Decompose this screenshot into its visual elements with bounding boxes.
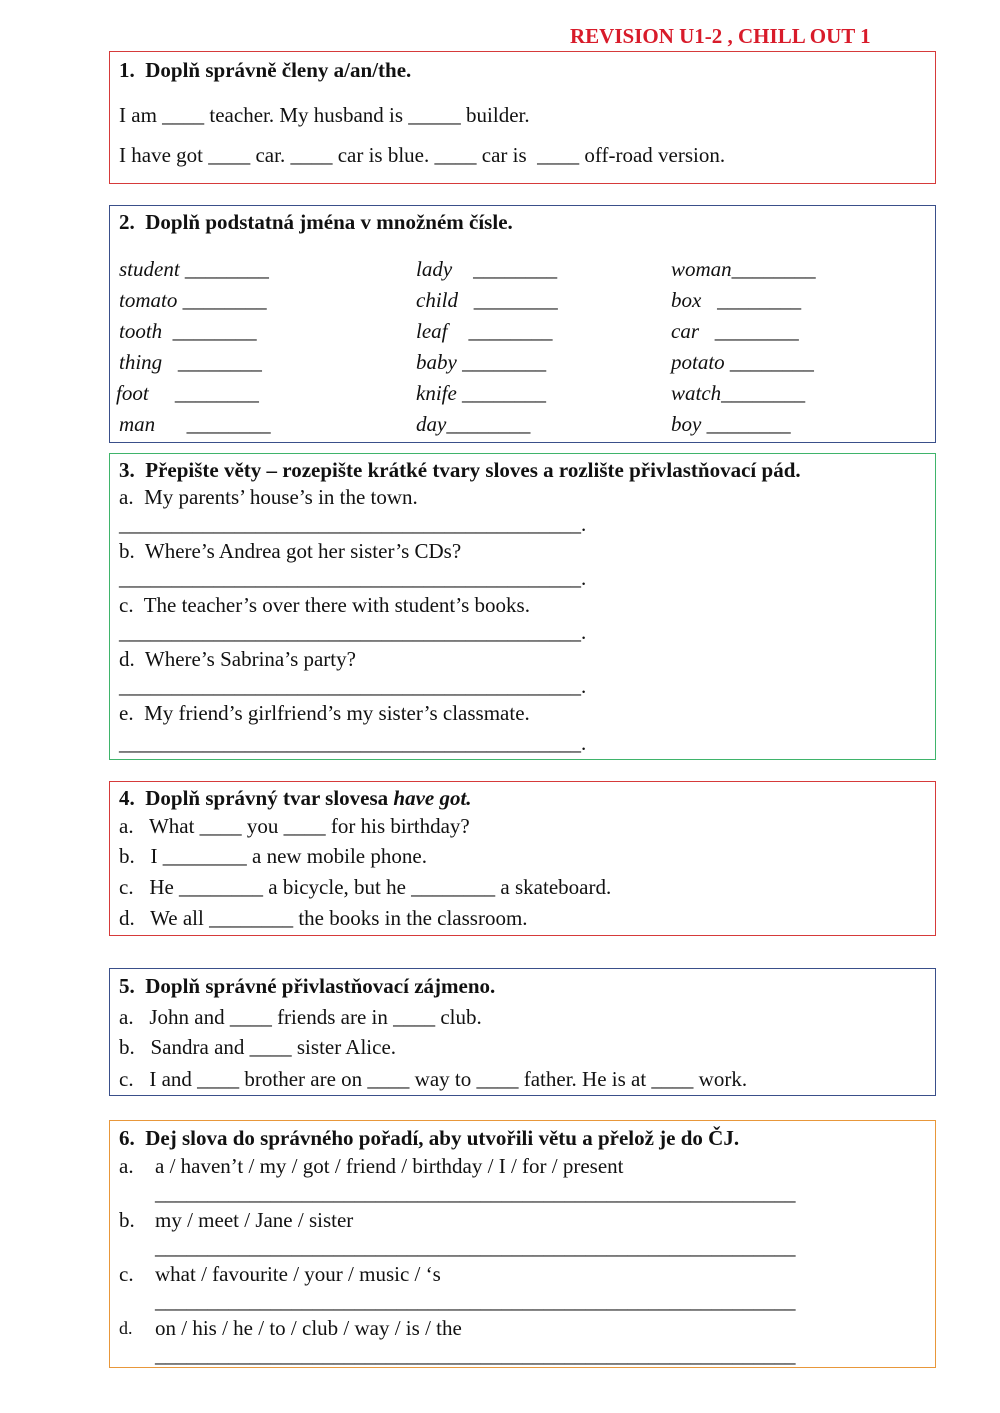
- exercise-3-item: d. Where’s Sabrina’s party?: [119, 647, 356, 671]
- answer-line[interactable]: _____________________________________________________________: [155, 1289, 796, 1313]
- exercise-6-item: what / favourite / your / music / ‘s: [155, 1262, 441, 1286]
- noun-item: student ________: [119, 257, 269, 281]
- exercise-3-heading: 3. Přepište věty – rozepište krátké tvary sloves a rozlište přivlastňovací pád.: [119, 458, 801, 482]
- noun-item: foot ________: [116, 381, 259, 405]
- answer-line[interactable]: ____________________________________________.: [119, 566, 587, 590]
- exercise-6-item: my / meet / Jane / sister: [155, 1208, 354, 1232]
- exercise-1-box: [109, 51, 936, 184]
- exercise-5-box: [109, 968, 936, 1096]
- item-letter: a.: [119, 1154, 134, 1178]
- answer-line[interactable]: ____________________________________________.: [119, 731, 587, 755]
- noun-item: tooth ________: [119, 319, 257, 343]
- noun-item: boy ________: [671, 412, 791, 436]
- exercise-4-box: [109, 781, 936, 936]
- exercise-5-item: c. I and ____ brother are on ____ way to ____ father. He is at ____ work.: [119, 1067, 748, 1091]
- exercise-4-heading: [119, 788, 472, 809]
- exercise-5-item: b. Sandra and ____ sister Alice.: [119, 1035, 397, 1059]
- answer-line[interactable]: _____________________________________________________________: [155, 1181, 796, 1205]
- noun-item: thing ________: [119, 350, 262, 374]
- noun-item: tomato ________: [119, 288, 267, 312]
- noun-item: day________: [416, 412, 531, 436]
- answer-line[interactable]: ____________________________________________.: [119, 620, 587, 644]
- exercise-4-item: b. I ________ a new mobile phone.: [119, 844, 427, 868]
- exercise-3-item: a. My parents’ house’s in the town.: [119, 485, 418, 509]
- answer-line[interactable]: ____________________________________________.: [119, 512, 587, 536]
- item-letter: c.: [119, 1262, 134, 1286]
- answer-line[interactable]: _____________________________________________________________: [155, 1235, 796, 1259]
- noun-item: child ________: [416, 288, 558, 312]
- exercise-3-box: [109, 453, 936, 760]
- noun-item: leaf ________: [416, 319, 553, 343]
- exercise-6-box: [109, 1120, 936, 1368]
- answer-line[interactable]: _____________________________________________________________: [155, 1343, 796, 1367]
- exercise-6-item: a / haven’t / my / got / friend / birthday / I / for / present: [155, 1154, 624, 1178]
- item-letter: b.: [119, 1208, 135, 1232]
- exercise-4-heading-italic: have got.: [393, 786, 472, 810]
- noun-item: man ________: [119, 412, 271, 436]
- exercise-6-heading: 6. Dej slova do správného pořadí, aby utvořili větu a přelož je do ČJ.: [119, 1126, 740, 1150]
- exercise-2-heading: 2. Doplň podstatná jména v množném čísle.: [119, 210, 513, 234]
- exercise-3-item: c. The teacher’s over there with student’s books.: [119, 593, 530, 617]
- worksheet-title: REVISION U1-2 , CHILL OUT 1: [570, 24, 871, 48]
- exercise-1-line: I am ____ teacher. My husband is _____ builder.: [119, 103, 530, 127]
- noun-item: watch________: [671, 381, 806, 405]
- exercise-3-item: e. My friend’s girlfriend’s my sister’s classmate.: [119, 701, 530, 725]
- exercise-4-item: a. What ____ you ____ for his birthday?: [119, 814, 470, 838]
- noun-item: woman________: [671, 257, 816, 281]
- exercise-2-box: [109, 205, 936, 443]
- exercise-4-heading-text: 4. Doplň správný tvar slovesa: [119, 786, 394, 810]
- noun-item: box ________: [671, 288, 802, 312]
- exercise-1-heading: 1. Doplň správně členy a/an/the.: [119, 58, 412, 82]
- exercise-6-item: on / his / he / to / club / way / is / the: [155, 1316, 462, 1340]
- noun-item: lady ________: [416, 257, 558, 281]
- noun-item: car ________: [671, 319, 799, 343]
- exercise-4-item: c. He ________ a bicycle, but he ________ a skateboard.: [119, 875, 612, 899]
- noun-item: baby ________: [416, 350, 547, 374]
- noun-item: knife ________: [416, 381, 547, 405]
- exercise-5-item: a. John and ____ friends are in ____ club.: [119, 1005, 482, 1029]
- exercise-5-heading: 5. Doplň správné přivlastňovací zájmeno.: [119, 974, 496, 998]
- item-letter: d.: [119, 1318, 133, 1338]
- noun-item: potato ________: [671, 350, 814, 374]
- exercise-3-item: b. Where’s Andrea got her sister’s CDs?: [119, 539, 462, 563]
- exercise-4-item: d. We all ________ the books in the classroom.: [119, 906, 528, 930]
- answer-line[interactable]: ____________________________________________.: [119, 674, 587, 698]
- exercise-1-line: I have got ____ car. ____ car is blue. ____ car is ____ off-road version.: [119, 143, 726, 167]
